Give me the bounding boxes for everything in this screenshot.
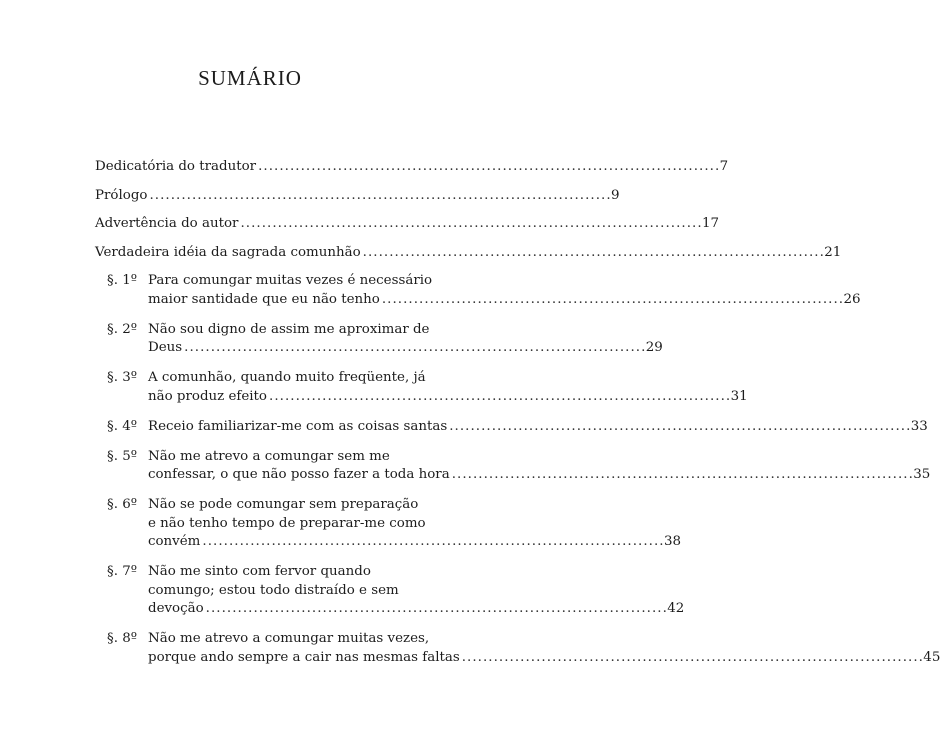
entry-title: confessar, o que não posso fazer a toda hora: [148, 467, 450, 482]
toc-entry: [95, 244, 842, 263]
entry-title: Verdadeira idéia da sagrada comunhão: [95, 244, 361, 260]
toc-leader-row: [95, 244, 842, 263]
page-number: 7: [719, 159, 729, 174]
entry-title: Dedicatória do tradutor: [95, 159, 257, 174]
table-of-contents: [95, 158, 940, 679]
dot-leader: [363, 244, 823, 263]
dot-leader: [269, 388, 729, 407]
section-body: [148, 496, 681, 552]
entry-title: não produz efeito: [148, 388, 267, 404]
section-title-line: Não me atrevo a comungar sem me: [148, 448, 390, 464]
entry-title: Prólogo: [95, 187, 148, 203]
section-body: [148, 630, 940, 667]
toc-section-entry: [107, 418, 928, 437]
section-title-line: Não sou digno de assim me aproximar de: [148, 321, 430, 337]
toc-leader-row: [95, 158, 729, 177]
section-body: [148, 448, 930, 485]
entry-title: devoção: [148, 601, 204, 616]
section-body: [148, 321, 663, 358]
section-title-line: Não me sinto com fervor quando: [148, 564, 371, 579]
section-number: §. 1º: [107, 273, 138, 288]
section-number: §. 2º: [107, 321, 138, 337]
entry-title: Deus: [148, 340, 183, 355]
toc-entry: [95, 158, 729, 177]
page-title: SUMÁRIO: [198, 66, 302, 90]
page-number: 35: [913, 467, 931, 482]
page-number: 21: [824, 244, 842, 260]
toc-section-entry: [107, 272, 861, 309]
toc-leader-row: [148, 533, 681, 552]
toc-leader-row: [148, 339, 663, 358]
toc-entry: [95, 187, 620, 206]
toc-leader-row: [95, 215, 720, 234]
section-body: [148, 563, 684, 619]
section-number: §. 5º: [107, 448, 138, 464]
toc-section-entry: [107, 496, 681, 552]
section-number: §. 8º: [107, 631, 138, 646]
section-title-line: comungo; estou todo distraído e sem: [148, 582, 399, 598]
toc-entry: [95, 215, 720, 234]
section-body: [148, 369, 748, 406]
section-title-line: Não se pode comungar sem preparação: [148, 497, 419, 512]
entry-title: Receio familiarizar-me com as coisas santas: [148, 418, 448, 434]
section-title-line: Não me atrevo a comungar muitas vezes,: [148, 631, 430, 646]
toc-leader-row: [148, 466, 930, 485]
page-number: 26: [843, 291, 861, 307]
section-number: §. 4º: [107, 418, 138, 434]
dot-leader: [206, 600, 666, 619]
dot-leader: [149, 187, 609, 206]
entry-title: porque ando sempre a cair nas mesmas faltas: [148, 649, 460, 665]
dot-leader: [258, 158, 718, 177]
toc-section-entry: [107, 448, 931, 485]
dot-leader: [449, 418, 909, 437]
page-number: 9: [611, 187, 620, 203]
page-number: 29: [645, 340, 663, 355]
section-body: [148, 418, 928, 437]
page-number: 17: [702, 216, 720, 231]
section-title-line: A comunhão, quando muito freqüente, já: [148, 370, 426, 385]
toc-leader-row: [148, 291, 860, 310]
page-number: 45: [923, 649, 940, 665]
section-body: [148, 272, 860, 309]
toc-leader-row: [95, 187, 620, 206]
dot-leader: [202, 533, 662, 552]
entry-title: maior santidade que eu não tenho: [148, 291, 380, 307]
section-title-line: Para comungar muitas vezes é necessário: [148, 273, 433, 288]
section-number: §. 6º: [107, 497, 138, 512]
entry-title: Advertência do autor: [95, 216, 239, 231]
section-number: §. 7º: [107, 564, 138, 579]
toc-leader-row: [148, 388, 748, 407]
section-number: §. 3º: [107, 370, 138, 385]
toc-leader-row: [148, 418, 928, 437]
dot-leader: [382, 291, 842, 310]
toc-section-entry: [107, 630, 940, 667]
toc-leader-row: [148, 600, 684, 619]
section-title-line: e não tenho tempo de preparar-me como: [148, 515, 426, 531]
page-number: 42: [667, 601, 685, 616]
page-number: 33: [910, 418, 928, 434]
page-number: 38: [663, 534, 681, 549]
dot-leader: [462, 649, 922, 668]
entry-title: convém: [148, 534, 201, 549]
page-number: 31: [730, 388, 748, 404]
dot-leader: [240, 215, 700, 234]
toc-section-entry: [107, 321, 663, 358]
dot-leader: [452, 466, 912, 485]
dot-leader: [184, 339, 644, 358]
toc-leader-row: [148, 649, 940, 668]
toc-section-entry: [107, 369, 748, 406]
toc-section-entry: [107, 563, 685, 619]
